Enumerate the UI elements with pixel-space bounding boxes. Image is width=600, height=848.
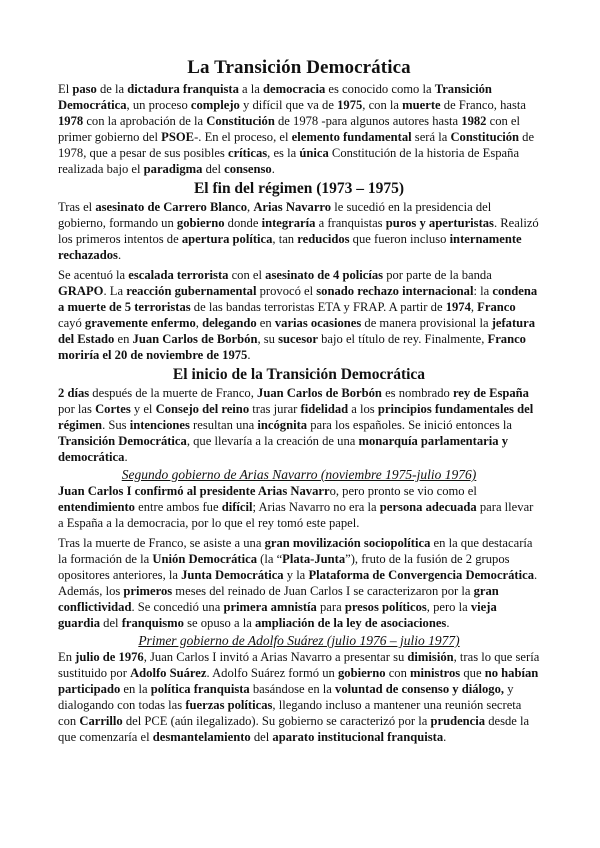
bold-text-run: reducidos <box>297 232 350 246</box>
bold-text-run: Constitución <box>450 130 520 144</box>
text-run: , es la <box>267 146 300 160</box>
text-run: Constitución de la historia de España realizada bajo el <box>58 146 520 176</box>
bold-text-run: Constitución <box>206 114 275 128</box>
text-run: es conocido como la <box>325 82 435 96</box>
text-run: : la <box>473 284 493 298</box>
bold-text-run: Cortes <box>95 402 131 416</box>
text-run: , Juan Carlos I invitó a Arias Navarro a presentar su <box>143 650 408 664</box>
bold-text-run: voluntad de consenso y diálogo, <box>335 682 505 696</box>
bold-text-run: sonado rechazo internacional <box>316 284 474 298</box>
bold-text-run: Adolfo Suárez <box>130 666 207 680</box>
bold-text-run: Unión Democrática <box>152 552 257 566</box>
bold-text-run: Juan Carlos I confirmó al presidente Arias Navarr <box>58 484 330 498</box>
bold-text-run: GRAPO <box>58 284 104 298</box>
text-run: de 1978, que a pesar de sus posibles <box>58 130 535 160</box>
text-run: donde <box>224 216 262 230</box>
bold-text-run: asesinato de 4 policías <box>265 268 384 282</box>
bold-text-run: PSOE <box>161 130 195 144</box>
bold-text-run: Transición Democrática <box>58 82 492 112</box>
text-run: . <box>446 616 450 630</box>
bold-text-run: julio de 1976 <box>75 650 144 664</box>
text-run: que fueron incluso <box>349 232 450 246</box>
bold-text-run: puros y aperturistas <box>385 216 494 230</box>
text-run: es nombrado <box>381 386 453 400</box>
text-run: de la <box>96 82 128 96</box>
text-run: y dialogando con todas las <box>58 682 514 712</box>
text-run: del PCE (aún ilegalizado). Su gobierno se caracterizó por la <box>122 714 431 728</box>
paragraph-juan-carlos-rey <box>58 385 540 465</box>
bold-text-run: Carrillo <box>79 714 123 728</box>
bold-text-run: gobierno <box>337 666 386 680</box>
bold-text-run: primeros <box>123 584 173 598</box>
text-run: basándose en la <box>249 682 336 696</box>
text-run: -. En el proceso, el <box>194 130 292 144</box>
bold-text-run: no habían participado <box>58 666 539 696</box>
text-run: . Adolfo Suárez formó un <box>206 666 338 680</box>
bold-text-run: gran movilización sociopolítica <box>264 536 431 550</box>
bold-text-run: persona adecuada <box>379 500 477 514</box>
text-run: . <box>443 730 447 744</box>
bold-text-run: única <box>299 146 329 160</box>
text-run: en la que destacaría la formación de la <box>58 536 533 566</box>
text-run: ”), fruto de la fusión de 2 grupos opositores anteriores, la <box>58 552 510 582</box>
text-run: que <box>460 666 485 680</box>
bold-text-run: jefatura del Estado <box>58 316 536 346</box>
text-run: para los españoles. Se inició entonces la <box>307 418 513 432</box>
text-run: en <box>256 316 275 330</box>
text-run: meses del reinado de Juan Carlos I se caracterizaron por la <box>172 584 474 598</box>
text-run: por parte de la banda <box>383 268 492 282</box>
bold-text-run: Arias Navarro <box>253 200 332 214</box>
paragraph-entendimiento <box>58 483 540 531</box>
bold-text-run: desmantelamiento <box>152 730 251 744</box>
bold-text-run: delegando <box>202 316 257 330</box>
bold-text-run: dimisión <box>407 650 454 664</box>
section-heading-inicio-transicion: El inicio de la Transición Democrática <box>172 366 426 383</box>
bold-text-run: presos políticos <box>344 600 427 614</box>
text-run: por las <box>58 402 96 416</box>
text-run: , tan <box>272 232 298 246</box>
paragraph-movilizacion <box>58 535 540 631</box>
bold-text-run: monarquía parlamentaria y democrática <box>58 434 508 464</box>
bold-text-run: muerte <box>402 98 441 112</box>
subheading-segundo-gobierno-arias: Segundo gobierno de Arias Navarro (noviembre 1975-julio 1976) <box>121 467 477 482</box>
text-run: a la <box>238 82 264 96</box>
text-run: , llegando incluso a mantener una reunión secreta con <box>58 698 522 728</box>
bold-text-run: integraría <box>261 216 316 230</box>
text-run: de 1978 -para algunos autores hasta <box>274 114 462 128</box>
text-run: . Además, los <box>58 568 538 598</box>
bold-text-run: 1974 <box>445 300 471 314</box>
text-run: desde la que comenzaría el <box>58 714 530 744</box>
bold-text-run: elemento fundamental <box>291 130 412 144</box>
bold-text-run: internamente rechazados <box>58 232 522 262</box>
text-run: de Franco, hasta <box>440 98 526 112</box>
bold-text-run: 2 días <box>58 386 90 400</box>
bold-text-run: Juan Carlos de Borbón <box>132 332 258 346</box>
text-run: . Se concedió una <box>131 600 224 614</box>
text-run: le sucedió en la presidencia del gobierno, formando un <box>58 200 492 230</box>
bold-text-run: principios fundamentales del régimen <box>58 402 534 432</box>
text-run: con el primer gobierno del <box>58 114 521 144</box>
bold-text-run: 1975 <box>337 98 363 112</box>
paragraph-arias-navarro <box>58 199 540 263</box>
text-run: del <box>100 616 122 630</box>
bold-text-run: condena a muerte de 5 terroristas <box>58 284 538 314</box>
text-run: será la <box>411 130 451 144</box>
text-run: en la <box>120 682 151 696</box>
text-run: tras jurar <box>249 402 301 416</box>
bold-text-run: paso <box>72 82 97 96</box>
bold-text-run: prudencia <box>430 714 486 728</box>
text-run: . Realizó los primeros intentos de <box>58 216 539 246</box>
text-run: para llevar a España a la democracia, por lo que el rey tomó este papel. <box>58 500 534 530</box>
text-run: Se acentuó la <box>58 268 129 282</box>
text-run: . <box>247 348 251 362</box>
text-run: de las bandas terroristas ETA y FRAP. A partir de <box>190 300 446 314</box>
bold-text-run: aparato institucional franquista <box>272 730 444 744</box>
text-run: con la aprobación de la <box>83 114 207 128</box>
document-body <box>58 56 540 745</box>
text-run: ; Arias Navarro no era la <box>252 500 380 514</box>
bold-text-run: entendimiento <box>58 500 135 514</box>
bold-text-run: complejo <box>190 98 240 112</box>
bold-text-run: escalada terrorista <box>128 268 229 282</box>
text-run: del <box>202 162 225 176</box>
bold-text-run: asesinato de Carrero Blanco <box>95 200 248 214</box>
text-run: y la <box>283 568 309 582</box>
bold-text-run: gravemente enfermo <box>84 316 196 330</box>
text-run: , <box>470 300 478 314</box>
bold-text-run: reacción gubernamental <box>126 284 257 298</box>
bold-text-run: Transición Democrática <box>58 434 187 448</box>
bold-text-run: intenciones <box>129 418 190 432</box>
text-run: , que llevaría a la creación de una <box>186 434 359 448</box>
bold-text-run: Franco <box>477 300 516 314</box>
bold-text-run: críticas <box>228 146 268 160</box>
text-run: , tras lo que sería sustituido por <box>58 650 540 680</box>
bold-text-run: Juan Carlos de Borbón <box>257 386 382 400</box>
text-run: se opuso a la <box>183 616 255 630</box>
document-title: La Transición Democrática <box>187 57 411 78</box>
text-run: Tras el <box>58 200 96 214</box>
text-run: , <box>247 200 254 214</box>
bold-text-run: varias ocasiones <box>274 316 362 330</box>
text-run: . La <box>103 284 127 298</box>
bold-text-run: incógnita <box>257 418 308 432</box>
bold-text-run: consenso <box>224 162 272 176</box>
text-run: con el <box>228 268 266 282</box>
text-run: . Sus <box>102 418 130 432</box>
bold-text-run: gobierno <box>176 216 225 230</box>
text-run: o, pero pronto se vio como el <box>329 484 477 498</box>
bold-text-run: fuerzas políticas <box>185 698 273 712</box>
text-run: en <box>114 332 133 346</box>
text-run: a franquistas <box>315 216 386 230</box>
text-run: provocó el <box>256 284 317 298</box>
bold-text-run: dictadura franquista <box>127 82 239 96</box>
text-run: después de la muerte de Franco, <box>89 386 258 400</box>
text-run: del <box>250 730 273 744</box>
bold-text-run: política franquista <box>150 682 250 696</box>
text-run: y el <box>130 402 156 416</box>
text-run: a los <box>348 402 378 416</box>
text-run: . <box>117 248 122 262</box>
bold-text-run: vieja guardia <box>58 600 497 630</box>
bold-text-run: Junta Democrática <box>181 568 284 582</box>
text-run: con <box>385 666 411 680</box>
text-run: . <box>124 450 128 464</box>
bold-text-run: Consejo del reino <box>155 402 250 416</box>
bold-text-run: Plata-Junta <box>282 552 346 566</box>
paragraph-escalada-terrorista <box>58 267 540 363</box>
bold-text-run: primera amnistía <box>223 600 317 614</box>
text-run: Tras la muerte de Franco, se asiste a una <box>58 536 265 550</box>
section-heading-fin-regimen: El fin del régimen (1973 – 1975) <box>193 180 405 197</box>
bold-text-run: ampliación de la ley de asociaciones <box>254 616 447 630</box>
bold-text-run: apertura política <box>181 232 273 246</box>
bold-text-run: sucesor <box>278 332 318 346</box>
text-run: , <box>195 316 203 330</box>
text-run: , un proceso <box>126 98 191 112</box>
bold-text-run: 1978 <box>58 114 84 128</box>
bold-text-run: rey de España <box>452 386 529 400</box>
bold-text-run: 1982 <box>461 114 487 128</box>
text-run: cayó <box>58 316 85 330</box>
bold-text-run: difícil <box>221 500 253 514</box>
text-run: . <box>271 162 275 176</box>
bold-text-run: fidelidad <box>300 402 349 416</box>
bold-text-run: Franco moriría el 20 de noviembre de 1975 <box>58 332 526 362</box>
bold-text-run: franquismo <box>121 616 184 630</box>
text-run: de manera provisional la <box>361 316 492 330</box>
bold-text-run: democracia <box>263 82 326 96</box>
text-run: En <box>58 650 76 664</box>
text-run: , con la <box>362 98 403 112</box>
text-run: resultan una <box>189 418 258 432</box>
text-run: (la “ <box>257 552 283 566</box>
text-run: , su <box>257 332 279 346</box>
bold-text-run: gran conflictividad <box>58 584 499 614</box>
bold-text-run: paradigma <box>143 162 203 176</box>
text-run: bajo el título de rey. Finalmente, <box>317 332 488 346</box>
text-run: entre ambos fue <box>134 500 222 514</box>
text-run: , pero la <box>426 600 471 614</box>
intro-paragraph <box>58 81 540 177</box>
text-run: y difícil que va de <box>239 98 338 112</box>
text-run: El <box>58 82 73 96</box>
paragraph-adolfo-suarez <box>58 649 540 745</box>
subheading-primer-gobierno-suarez: Primer gobierno de Adolfo Suárez (julio 1976 – julio 1977) <box>138 633 460 648</box>
text-run: para <box>316 600 345 614</box>
bold-text-run: Plataforma de Convergencia Democrática <box>308 568 534 582</box>
bold-text-run: ministros <box>410 666 461 680</box>
